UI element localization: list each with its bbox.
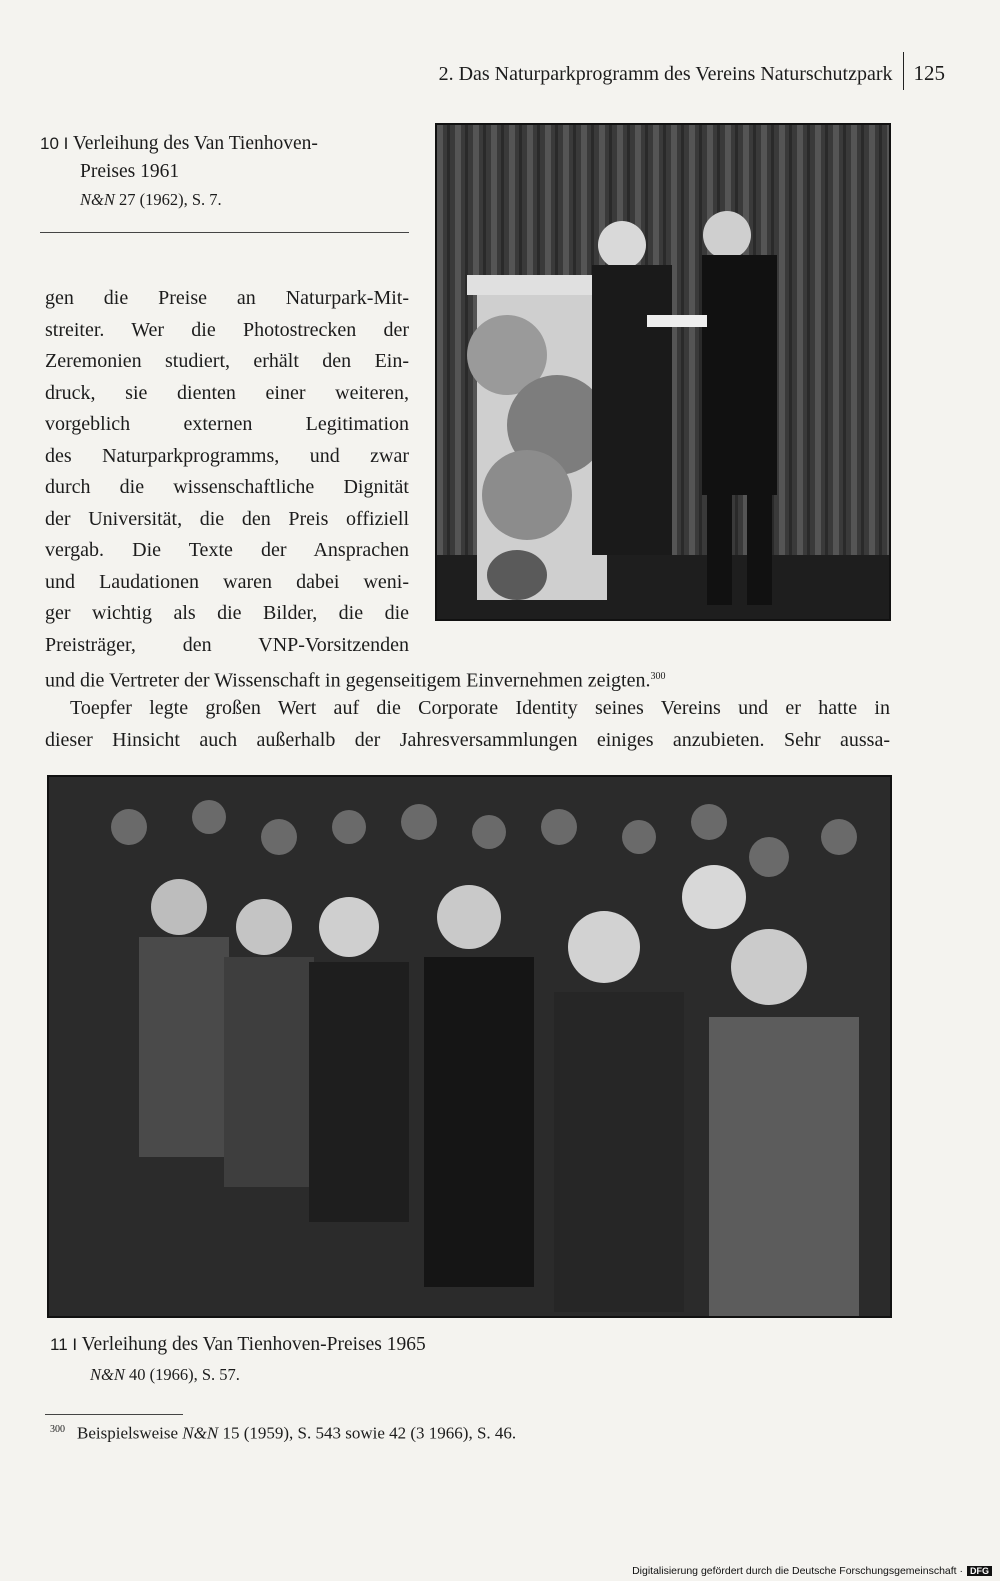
running-header xyxy=(0,52,945,90)
text-line: vergab. Die Texte der Ansprachen xyxy=(45,539,409,561)
footnote-rule xyxy=(45,1414,183,1415)
text-line: ger wichtig als die Bilder, die die xyxy=(45,602,409,624)
figure-11-photo xyxy=(47,775,892,1318)
figure-11-caption xyxy=(50,1330,650,1390)
footnote-text-pre: Beispielsweise xyxy=(77,1423,183,1443)
text-line: streiter. Wer die Photostrecken der xyxy=(45,318,409,341)
text-line: gen die Preise an Naturpark-Mit- xyxy=(45,287,409,309)
figure-10-source xyxy=(40,186,410,214)
footnote-text-post: 15 (1959), S. 543 sowie 42 (3 1966), S. 46. xyxy=(218,1423,517,1443)
figure-11-source-journal: N&N xyxy=(90,1365,125,1384)
text-line: des Naturparkprogramms, und zwar xyxy=(45,444,409,467)
header-divider xyxy=(903,52,904,90)
award-ceremony-image xyxy=(437,125,889,619)
text-line: druck, sie dienten einer weiteren, xyxy=(45,381,409,404)
caption-rule xyxy=(40,232,409,233)
text-line: durch die wissenschaftliche Dignität xyxy=(45,476,409,498)
body-column-text xyxy=(45,283,409,661)
text-line: Zeremonien studiert, erhält den Ein- xyxy=(45,350,409,372)
footnote-journal: N&N xyxy=(182,1423,219,1443)
page-number: 125 xyxy=(913,61,945,85)
figure-11-caption-text: Verleihung des Van Tienhoven-Preises 1965 xyxy=(81,1334,426,1355)
figure-10-source-rest: 27 (1962), S. 7. xyxy=(114,190,222,209)
footnote-number: 300 xyxy=(50,1424,65,1435)
figure-10-caption xyxy=(40,130,410,214)
figure-11-source xyxy=(50,1360,650,1390)
body-full-line-1 xyxy=(45,661,890,697)
text-line: vorgeblich externen Legitimation xyxy=(45,413,409,435)
figure-10-caption-line1: Verleihung des Van Tienhoven- xyxy=(72,133,318,154)
digitization-text: Digitalisierung gefördert durch die Deutsche Forschungsgemeinschaft · xyxy=(632,1565,963,1577)
running-title: 2. Das Naturparkprogramm des Vereins Naturschutzpark xyxy=(438,63,893,85)
text-line: dieser Hinsicht auch außerhalb der Jahresversammlungen einiges anzubieten. Sehr aussa- xyxy=(45,728,890,751)
dfg-logo: DFG xyxy=(967,1566,992,1576)
footnote-reference[interactable]: 300 xyxy=(650,671,666,682)
figure-10-number: 10 I xyxy=(40,134,69,153)
figure-10-caption-line2: Preises 1961 xyxy=(80,161,180,182)
figure-10-source-journal: N&N xyxy=(80,190,115,209)
text-line: Preisträger, den VNP-Vorsitzenden xyxy=(45,633,409,656)
body-paragraph-2 xyxy=(45,693,890,756)
figure-11-source-rest: 40 (1966), S. 57. xyxy=(124,1365,240,1384)
audience-ceremony-image xyxy=(49,777,890,1316)
figure-11-number: 11 I xyxy=(50,1335,78,1354)
text-line: und Laudationen waren dabei weni- xyxy=(45,570,409,593)
figure-10-photo xyxy=(435,123,891,621)
digitization-note xyxy=(632,1565,992,1577)
text-line: der Universität, die den Preis offiziell xyxy=(45,507,409,530)
footnote xyxy=(50,1418,850,1446)
text-line: und die Vertreter der Wissenschaft in gegenseitigem Einvernehmen zeigten. xyxy=(45,669,651,692)
text-line: Toepfer legte großen Wert auf die Corporate Identity seines Vereins und er hatte in xyxy=(70,697,890,719)
